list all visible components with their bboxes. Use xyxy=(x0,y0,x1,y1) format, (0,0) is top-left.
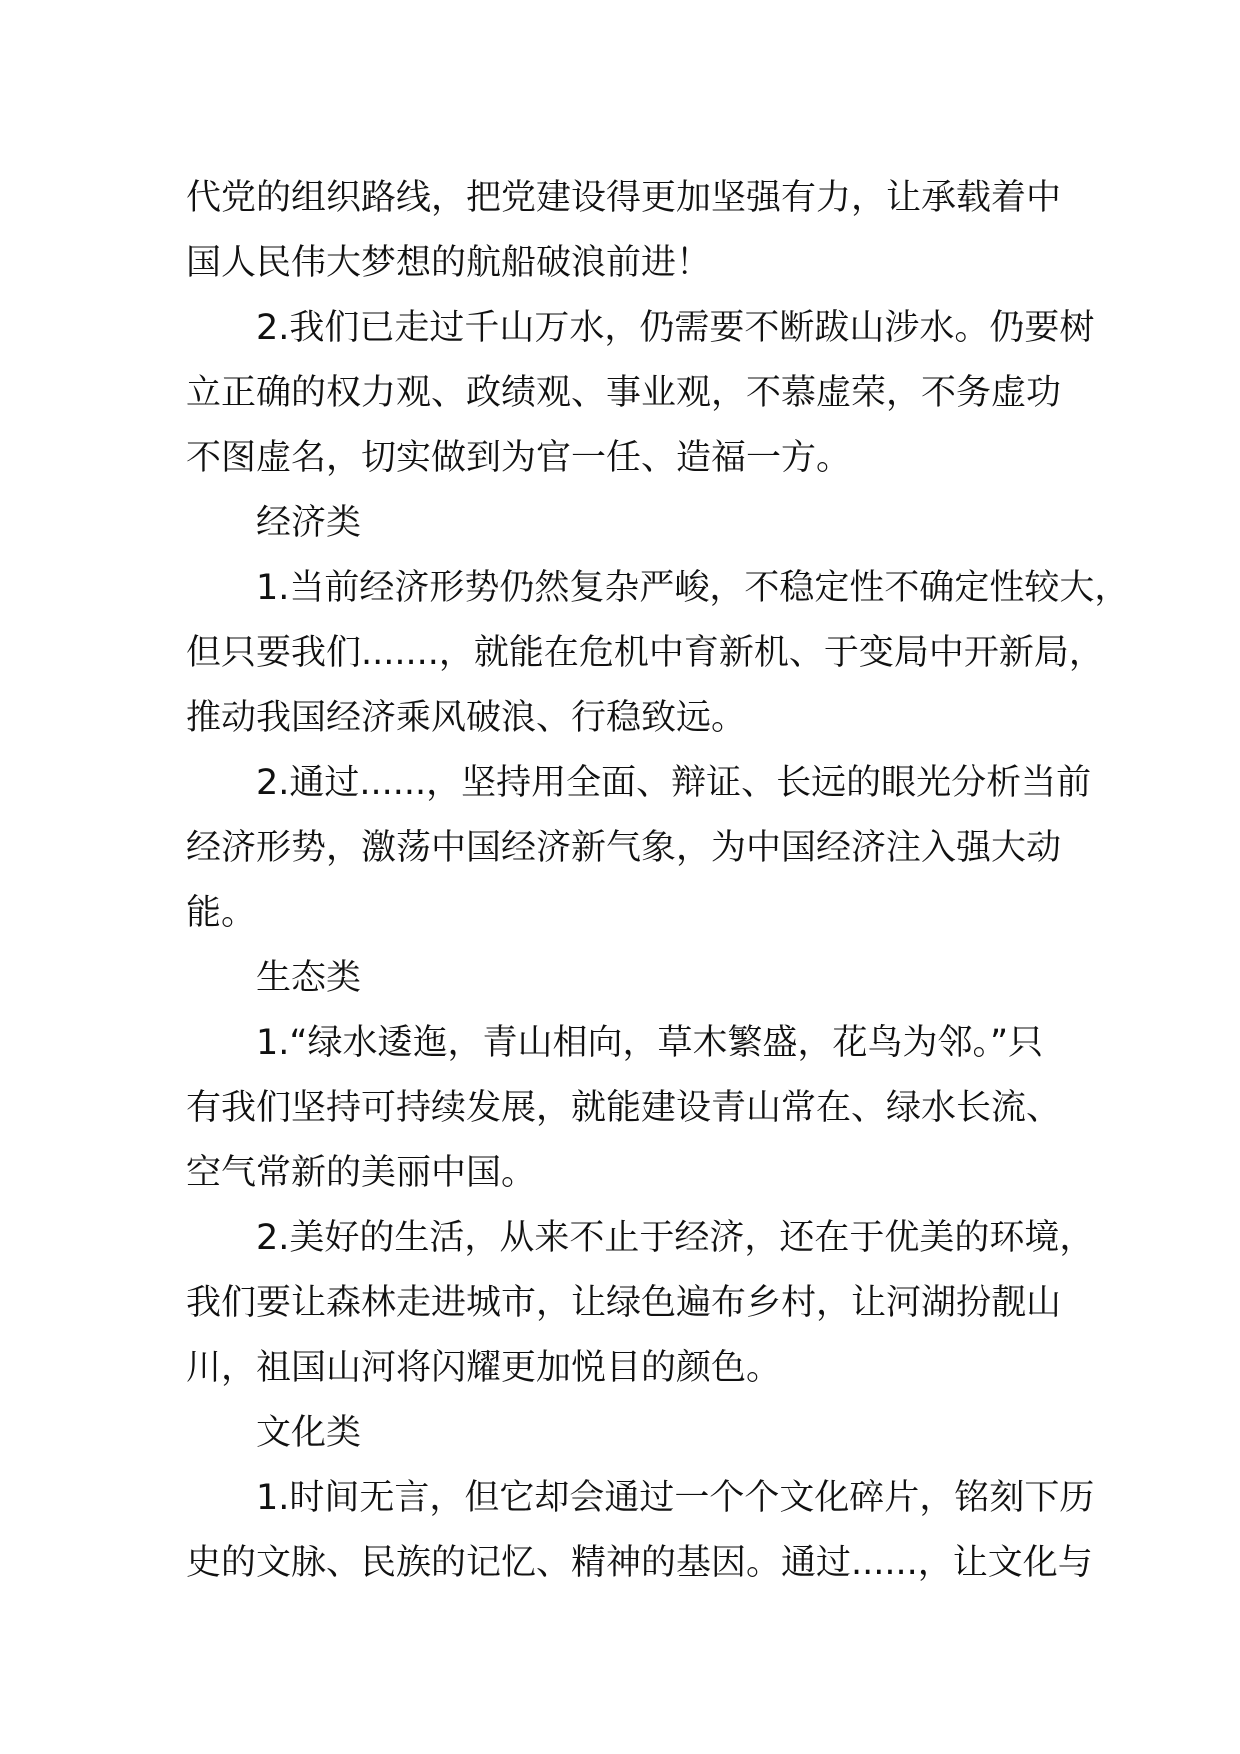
text-line: 2.我们已走过千山万水，仍需要不断跋山涉水。仍要树 xyxy=(256,308,1095,348)
text-line: 不图虚名，切实做到为官一任、造福一方。 xyxy=(186,438,852,478)
text-line: 1.“绿水逶迤，青山相向，草木繁盛，花鸟为邻。”只 xyxy=(256,1023,1044,1063)
text-line: 国人民伟大梦想的航船破浪前进！ xyxy=(186,243,712,283)
document-page xyxy=(186,166,1130,1596)
section-heading-text: 生态类 xyxy=(256,958,362,998)
section-heading-text: 文化类 xyxy=(256,1413,362,1453)
paragraph-party-building-continuation xyxy=(186,166,1086,296)
text-line: 有我们坚持可持续发展，就能建设青山常在、绿水长流、 xyxy=(186,1088,1062,1128)
text-line: 经济形势，激荡中国经济新气象，为中国经济注入强大动 xyxy=(186,828,1062,868)
text-line: 代党的组织路线，把党建设得更加坚强有力，让承载着中 xyxy=(186,178,1062,218)
section-heading-economy xyxy=(186,491,1086,556)
text-line: 2.美好的生活，从来不止于经济，还在于优美的环境， xyxy=(256,1218,1095,1258)
text-line: 我们要让森林走进城市，让绿色遍布乡村，让河湖扮靓山 xyxy=(186,1283,1062,1323)
text-line: 立正确的权力观、政绩观、事业观，不慕虚荣，不务虚功 xyxy=(186,373,1062,413)
paragraph-ecology-2 xyxy=(186,1206,1095,1401)
section-heading-culture xyxy=(186,1401,1086,1466)
text-line: 2.通过......，坚持用全面、辩证、长远的眼光分析当前 xyxy=(256,763,1092,803)
section-heading-ecology xyxy=(186,946,1086,1011)
paragraph-ecology-1 xyxy=(186,1011,1086,1206)
text-line: 1.时间无言，但它却会通过一个个文化碎片，铭刻下历 xyxy=(256,1478,1095,1518)
text-line: 1.当前经济形势仍然复杂严峻，不稳定性不确定性较大， xyxy=(256,568,1130,608)
text-line: 川，祖国山河将闪耀更加悦目的颜色。 xyxy=(186,1348,782,1388)
paragraph-culture-1 xyxy=(186,1466,1095,1596)
paragraph-economy-2 xyxy=(186,751,1092,946)
section-heading-text: 经济类 xyxy=(256,503,362,543)
text-line: 但只要我们.......，就能在危机中育新机、于变局中开新局， xyxy=(186,633,1104,673)
text-line: 推动我国经济乘风破浪、行稳致远。 xyxy=(186,698,747,738)
text-line: 能。 xyxy=(186,893,257,933)
text-line: 空气常新的美丽中国。 xyxy=(186,1153,537,1193)
text-line: 史的文脉、民族的记忆、精神的基因。通过......，让文化与 xyxy=(186,1543,1093,1583)
paragraph-party-building-2 xyxy=(186,296,1095,491)
paragraph-economy-1 xyxy=(186,556,1130,751)
